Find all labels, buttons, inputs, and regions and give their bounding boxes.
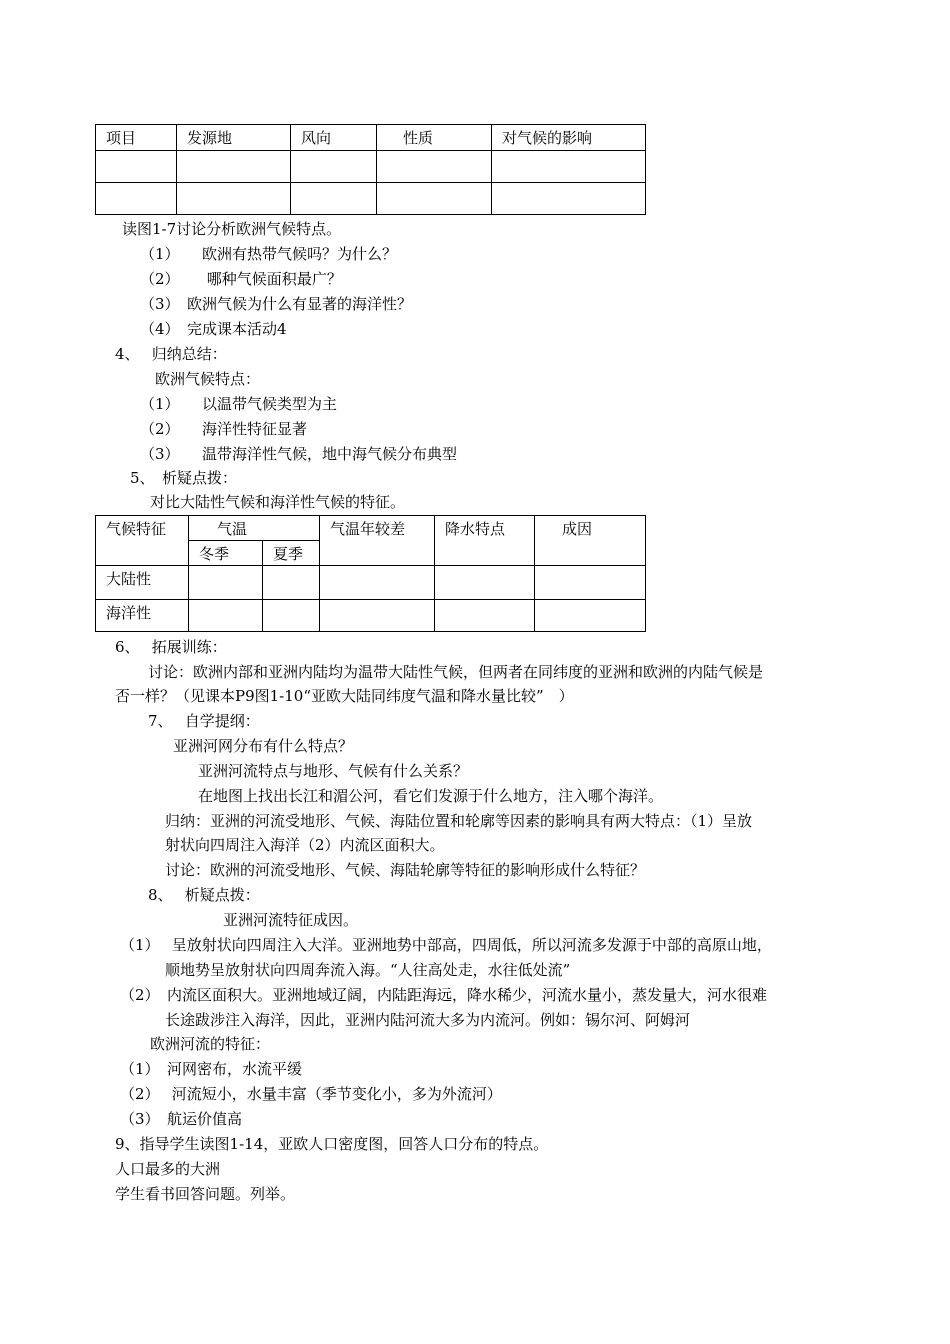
paragraph: 对比大陆性气候和海洋性气候的特征。 <box>150 493 406 511</box>
table-cell <box>96 151 177 183</box>
section-subtitle: 欧洲河流的特征： <box>150 1035 271 1053</box>
table-cell <box>263 566 320 600</box>
question-item: （4） 完成课本活动4 <box>140 320 287 338</box>
paragraph: 归纳：亚洲的河流受地形、气候、海陆位置和轮廓等因素的影响具有两大特点：（1）呈放 <box>165 812 753 830</box>
table-row <box>96 151 646 183</box>
table-cell <box>263 600 320 632</box>
table-header-cell: 项目 <box>96 125 177 151</box>
list-item: （3） 航运价值高 <box>120 1110 243 1128</box>
table-cell <box>535 566 646 600</box>
table-cell <box>291 183 377 215</box>
monsoon-table <box>95 124 646 215</box>
table-cell <box>377 151 492 183</box>
table-header-cell: 气温 <box>189 516 320 541</box>
row-label: 大陆性 <box>96 566 189 600</box>
table-header-cell: 对气候的影响 <box>492 125 646 151</box>
table-cell <box>177 183 291 215</box>
paragraph: 讨论：欧洲内部和亚洲内陆均为温带大陆性气候，但两者在同纬度的亚洲和欧洲的内陆气候是 <box>148 663 764 681</box>
section-heading: 5、 析疑点拨： <box>130 469 238 487</box>
table-header-row <box>96 516 646 541</box>
table-row <box>96 183 646 215</box>
list-item: （2） 河流短小，水量丰富（季节变化小，多为外流河） <box>120 1085 502 1103</box>
section-heading: 6、 拓展训练： <box>115 638 227 656</box>
table-row <box>96 566 646 600</box>
table-cell <box>492 151 646 183</box>
table-cell <box>96 183 177 215</box>
climate-comparison-table <box>95 515 646 632</box>
list-item: （2） 海洋性特征显著 <box>140 420 308 438</box>
question-item: 亚洲河网分布有什么特点？ <box>173 737 354 755</box>
table-cell <box>492 183 646 215</box>
table-header-cell: 夏季 <box>263 541 320 566</box>
table-cell <box>535 600 646 632</box>
paragraph: （2） 内流区面积大。亚洲地域辽阔，内陆距海远，降水稀少，河流水量小，蒸发量大，河水很难 <box>120 986 768 1004</box>
table-header-cell: 成因 <box>535 516 646 566</box>
table-header-cell: 气温年较差 <box>320 516 435 566</box>
table-header-cell: 降水特点 <box>435 516 535 566</box>
list-item: （1） 河网密布，水流平缓 <box>120 1060 303 1078</box>
list-item: （1） 以温带气候类型为主 <box>140 395 338 413</box>
table-cell <box>177 151 291 183</box>
table-cell <box>189 600 263 632</box>
section-heading: 4、 归纳总结： <box>115 345 227 363</box>
question-item: （2） 哪种气候面积最广？ <box>140 270 342 288</box>
section-subtitle: 亚洲河流特征成因。 <box>223 911 359 929</box>
table-cell <box>320 566 435 600</box>
table-header-cell: 冬季 <box>189 541 263 566</box>
table-header-cell: 气候特征 <box>96 516 189 566</box>
table-cell <box>291 151 377 183</box>
question-item: 在地图上找出长江和湄公河，看它们发源于什么地方，注入哪个海洋。 <box>198 787 664 805</box>
row-label: 海洋性 <box>96 600 189 632</box>
table-cell <box>435 600 535 632</box>
table-cell <box>320 600 435 632</box>
table-cell <box>189 566 263 600</box>
paragraph: 否一样？（见课本P9图1-10“亚欧大陆同纬度气温和降水量比较” ） <box>115 687 574 705</box>
table-cell <box>377 183 492 215</box>
section-heading: 7、 自学提纲： <box>148 712 260 730</box>
table-row <box>96 600 646 632</box>
question-item: （3） 欧洲气候为什么有显著的海洋性？ <box>140 295 413 313</box>
table-header-cell: 性质 <box>377 125 492 151</box>
paragraph: 学生看书回答问题。列举。 <box>115 1185 296 1203</box>
table-header-cell: 发源地 <box>177 125 291 151</box>
paragraph: 长途跋涉注入海洋，因此，亚洲内陆河流大多为内流河。例如：锡尔河、阿姆河 <box>165 1011 691 1029</box>
section-subtitle: 欧洲气候特点： <box>155 370 261 388</box>
table-header-row <box>96 125 646 151</box>
question-item: 亚洲河流特点与地形、气候有什么关系？ <box>198 762 469 780</box>
paragraph: 射状向四周注入海洋（2）内流区面积大。 <box>165 836 445 854</box>
paragraph: 讨论：欧洲的河流受地形、气候、海陆轮廓等特征的影响形成什么特征？ <box>165 861 646 879</box>
question-item: （1） 欧洲有热带气候吗？为什么？ <box>140 245 398 263</box>
table-header-cell: 风向 <box>291 125 377 151</box>
paragraph: （1） 呈放射状向四周注入大洋。亚洲地势中部高，四周低，所以河流多发源于中部的高原山地， <box>120 936 772 954</box>
table-cell <box>435 566 535 600</box>
discussion-intro: 读图1-7讨论分析欧洲气候特点。 <box>122 220 342 238</box>
paragraph: 人口最多的大洲 <box>115 1160 221 1178</box>
list-item: （3） 温带海洋性气候，地中海气候分布典型 <box>140 445 458 463</box>
section-heading: 8、 析疑点拨： <box>148 886 260 904</box>
paragraph: 9、指导学生读图1-14，亚欧人口密度图，回答人口分布的特点。 <box>115 1135 549 1153</box>
paragraph: 顺地势呈放射状向四周奔流入海。“人往高处走，水往低处流” <box>165 961 571 979</box>
